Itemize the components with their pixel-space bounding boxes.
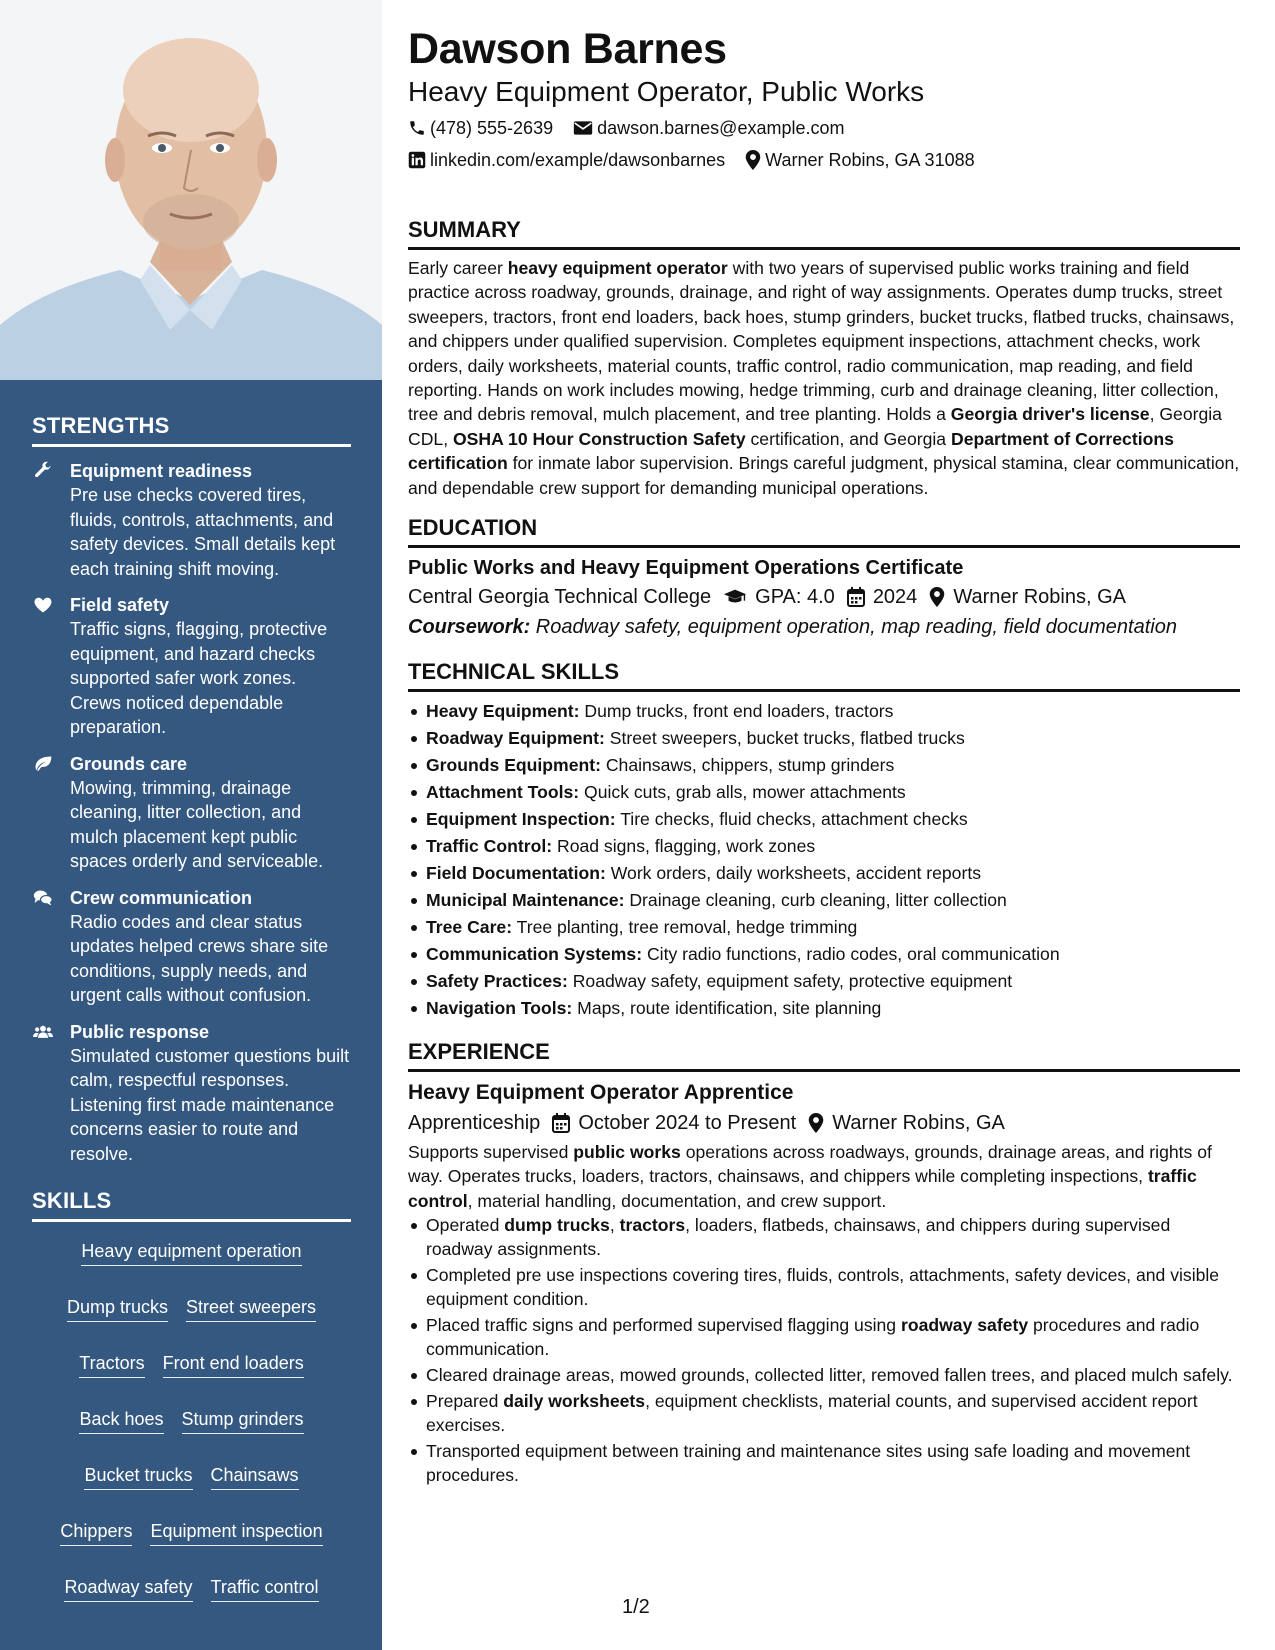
summary-text: Early career heavy equipment operator with two years of supervised public works training and field practice across roadway, grounds, drainage, and right of way assignments. Operates dump trucks, street sweepers, tractors, front end loaders, back hoes, stump grinders, bucket trucks, flatbed trucks, chainsaws, and chippers under qualified supervision. Completes equipment inspections, attachment checks, work orders, daily worksheets, material counts, traffic control, radio communication, map reading, and field reporting. Hands on work includes mowing, hedge trimming, curb and drainage cleaning, litter collection, tree and debris removal, mulch placement, and tree planting. Holds a Georgia driver's license, Georgia CDL, OSHA 10 Hour Construction Safety certification, and Georgia Department of Corrections certification for inmate labor supervision. Brings careful judgment, physical stamina, clear communication, and dependable crew support for demanding municipal operations. — [408, 258, 1240, 498]
phone-text: (478) 555-2639 — [430, 118, 554, 138]
school-name: Central Georgia Technical College — [408, 586, 712, 609]
list-item: Tree Care: Tree planting, tree removal, hedge trimming — [408, 914, 1240, 941]
edu-location-text: Warner Robins, GA — [953, 586, 1126, 609]
list-item: Municipal Maintenance: Drainage cleaning, curb cleaning, litter collection — [408, 887, 1240, 914]
list-item: Attachment Tools: Quick cuts, grab alls, mower attachments — [408, 779, 1240, 806]
calendar-icon — [552, 1113, 570, 1133]
map-pin-icon — [745, 150, 761, 170]
skill-tag: Equipment inspection — [150, 1520, 322, 1546]
strength-title: Crew communication — [70, 887, 253, 908]
strength-item — [32, 886, 351, 1008]
graduation-cap-icon — [723, 588, 747, 606]
education-section — [408, 514, 1240, 642]
map-pin-icon — [808, 1113, 824, 1133]
list-item: Prepared daily worksheets, equipment checklists, material counts, and supervised accident report exercises. — [408, 1389, 1240, 1437]
skill-tag: Bucket trucks — [84, 1464, 192, 1490]
strength-description: Pre use checks covered tires, fluids, controls, attachments, and safety devices. Small details kept each training shift moving. — [70, 485, 336, 579]
job-dates-item — [552, 1108, 796, 1138]
main-content — [408, 24, 1240, 1489]
strength-title: Public response — [70, 1021, 210, 1042]
skill-tag: Chippers — [60, 1520, 132, 1546]
location-text: Warner Robins, GA 31088 — [765, 150, 975, 170]
email-contact[interactable] — [573, 116, 844, 140]
summary-heading: SUMMARY — [408, 216, 1240, 250]
list-item: Transported equipment between training and maintenance sites using safe loading and movement procedures. — [408, 1439, 1240, 1487]
skill-tag: Stump grinders — [182, 1408, 304, 1434]
edu-location-item — [929, 582, 1126, 612]
job-dates: October 2024 to Present — [578, 1112, 797, 1135]
summary-section — [408, 216, 1240, 500]
strength-description: Traffic signs, flagging, protective equipment, and hazard checks supported safer work zones. Crews noticed dependable preparation. — [70, 619, 328, 737]
skills-heading: SKILLS — [32, 1188, 351, 1222]
map-pin-icon — [929, 587, 945, 607]
strength-item — [32, 752, 351, 874]
skill-tag: Street sweepers — [186, 1296, 316, 1322]
linkedin-contact[interactable] — [408, 148, 725, 172]
job-intro: Supports supervised public works operations across roadways, grounds, drainage areas, and rights of way. Operates trucks, loaders, tractors, chainsaws, and chippers while completing inspections, traffic control, material handling, documentation, and crew support. — [408, 1142, 1212, 1211]
profile-photo — [0, 0, 382, 380]
contact-row — [408, 116, 1240, 140]
skill-tag: Heavy equipment operation — [81, 1240, 301, 1266]
education-title: Public Works and Heavy Equipment Operations Certificate — [408, 557, 964, 580]
list-item: Roadway Equipment: Street sweepers, bucket trucks, flatbed trucks — [408, 725, 1240, 752]
calendar-icon — [847, 587, 865, 607]
strength-title: Grounds care — [70, 753, 188, 774]
strength-description: Mowing, trimming, drainage cleaning, litter collection, and mulch placement kept public spaces orderly and serviceable. — [70, 777, 324, 871]
heart-icon — [32, 595, 54, 615]
job-type: Apprenticeship — [408, 1112, 541, 1135]
experience-section — [408, 1038, 1240, 1487]
job-bullets — [408, 1213, 1240, 1487]
list-item: Equipment Inspection: Tire checks, fluid checks, attachment checks — [408, 806, 1240, 833]
phone-contact[interactable] — [408, 116, 553, 140]
candidate-role: Heavy Equipment Operator, Public Works — [408, 76, 925, 107]
list-item: Grounds Equipment: Chainsaws, chippers, stump grinders — [408, 752, 1240, 779]
envelope-icon — [573, 120, 593, 136]
chat-bubbles-icon — [32, 888, 54, 908]
strength-item — [32, 459, 351, 581]
list-item: Cleared drainage areas, mowed grounds, collected litter, removed fallen trees, and placed mulch safely. — [408, 1363, 1240, 1387]
strength-description: Radio codes and clear status updates helped crews share site conditions, supply needs, and urgent calls without confusion. — [70, 911, 329, 1005]
list-item: Operated dump trucks, tractors, loaders, flatbeds, chainsaws, and chippers during supervised roadway assignments. — [408, 1213, 1240, 1261]
linkedin-icon — [408, 151, 426, 169]
list-item: Placed traffic signs and performed supervised flagging using roadway safety procedures and radio communication. — [408, 1313, 1240, 1361]
gpa-text: GPA: 4.0 — [755, 586, 835, 609]
technical-skills-list — [408, 698, 1240, 1022]
users-icon — [32, 1022, 54, 1042]
phone-icon — [408, 119, 426, 137]
technical-skills-heading: TECHNICAL SKILLS — [408, 658, 1240, 692]
skill-tag: Traffic control — [211, 1576, 319, 1602]
email-text: dawson.barnes@example.com — [597, 118, 845, 138]
skill-tag: Roadway safety — [64, 1576, 192, 1602]
skill-tag: Front end loaders — [163, 1352, 304, 1378]
contact-row-2 — [408, 148, 1240, 172]
list-item: Safety Practices: Roadway safety, equipment safety, protective equipment — [408, 968, 1240, 995]
page-number: 1/2 — [622, 1596, 650, 1618]
strength-item — [32, 593, 351, 740]
skills-list — [32, 1234, 351, 1602]
linkedin-text: linkedin.com/example/dawsonbarnes — [430, 150, 726, 170]
sidebar — [0, 0, 382, 1650]
candidate-name: Dawson Barnes — [408, 25, 727, 73]
strength-title: Equipment readiness — [70, 461, 253, 481]
skill-tag: Tractors — [79, 1352, 144, 1378]
coursework: Coursework: Roadway safety, equipment operation, map reading, field documentation — [408, 616, 1177, 639]
list-item: Completed pre use inspections covering tires, fluids, controls, attachments, safety devices, and visible equipment condition. — [408, 1263, 1240, 1311]
education-heading: EDUCATION — [408, 514, 1240, 548]
skill-tag: Back hoes — [79, 1408, 163, 1434]
job-location: Warner Robins, GA — [832, 1112, 1005, 1135]
portrait-image — [0, 0, 382, 380]
list-item: Field Documentation: Work orders, daily worksheets, accident reports — [408, 860, 1240, 887]
strength-description: Simulated customer questions built calm, respectful responses. Listening first made maintenance concerns easier to route and resolve. — [70, 1045, 350, 1164]
list-item: Traffic Control: Road signs, flagging, work zones — [408, 833, 1240, 860]
list-item: Heavy Equipment: Dump trucks, front end loaders, tractors — [408, 698, 1240, 725]
education-meta — [408, 582, 1240, 612]
list-item: Communication Systems: City radio functions, radio codes, oral communication — [408, 941, 1240, 968]
job-location-item — [808, 1108, 1005, 1138]
strength-item — [32, 1020, 351, 1167]
strengths-heading: STRENGTHS — [32, 413, 351, 447]
location-contact — [745, 148, 974, 172]
technical-skills-section — [408, 658, 1240, 1022]
list-item: Navigation Tools: Maps, route identification, site planning — [408, 995, 1240, 1022]
year-item — [847, 582, 918, 612]
leaf-icon — [32, 754, 54, 774]
year-text: 2024 — [872, 586, 918, 609]
job-meta — [408, 1108, 1240, 1138]
skill-tag: Dump trucks — [67, 1296, 168, 1322]
experience-heading: EXPERIENCE — [408, 1038, 1240, 1072]
gpa-item — [723, 582, 835, 612]
wrench-icon — [32, 461, 54, 481]
skill-tag: Chainsaws — [211, 1464, 299, 1490]
strength-title: Field safety — [70, 595, 170, 615]
job-title: Heavy Equipment Operator Apprentice — [408, 1081, 794, 1105]
